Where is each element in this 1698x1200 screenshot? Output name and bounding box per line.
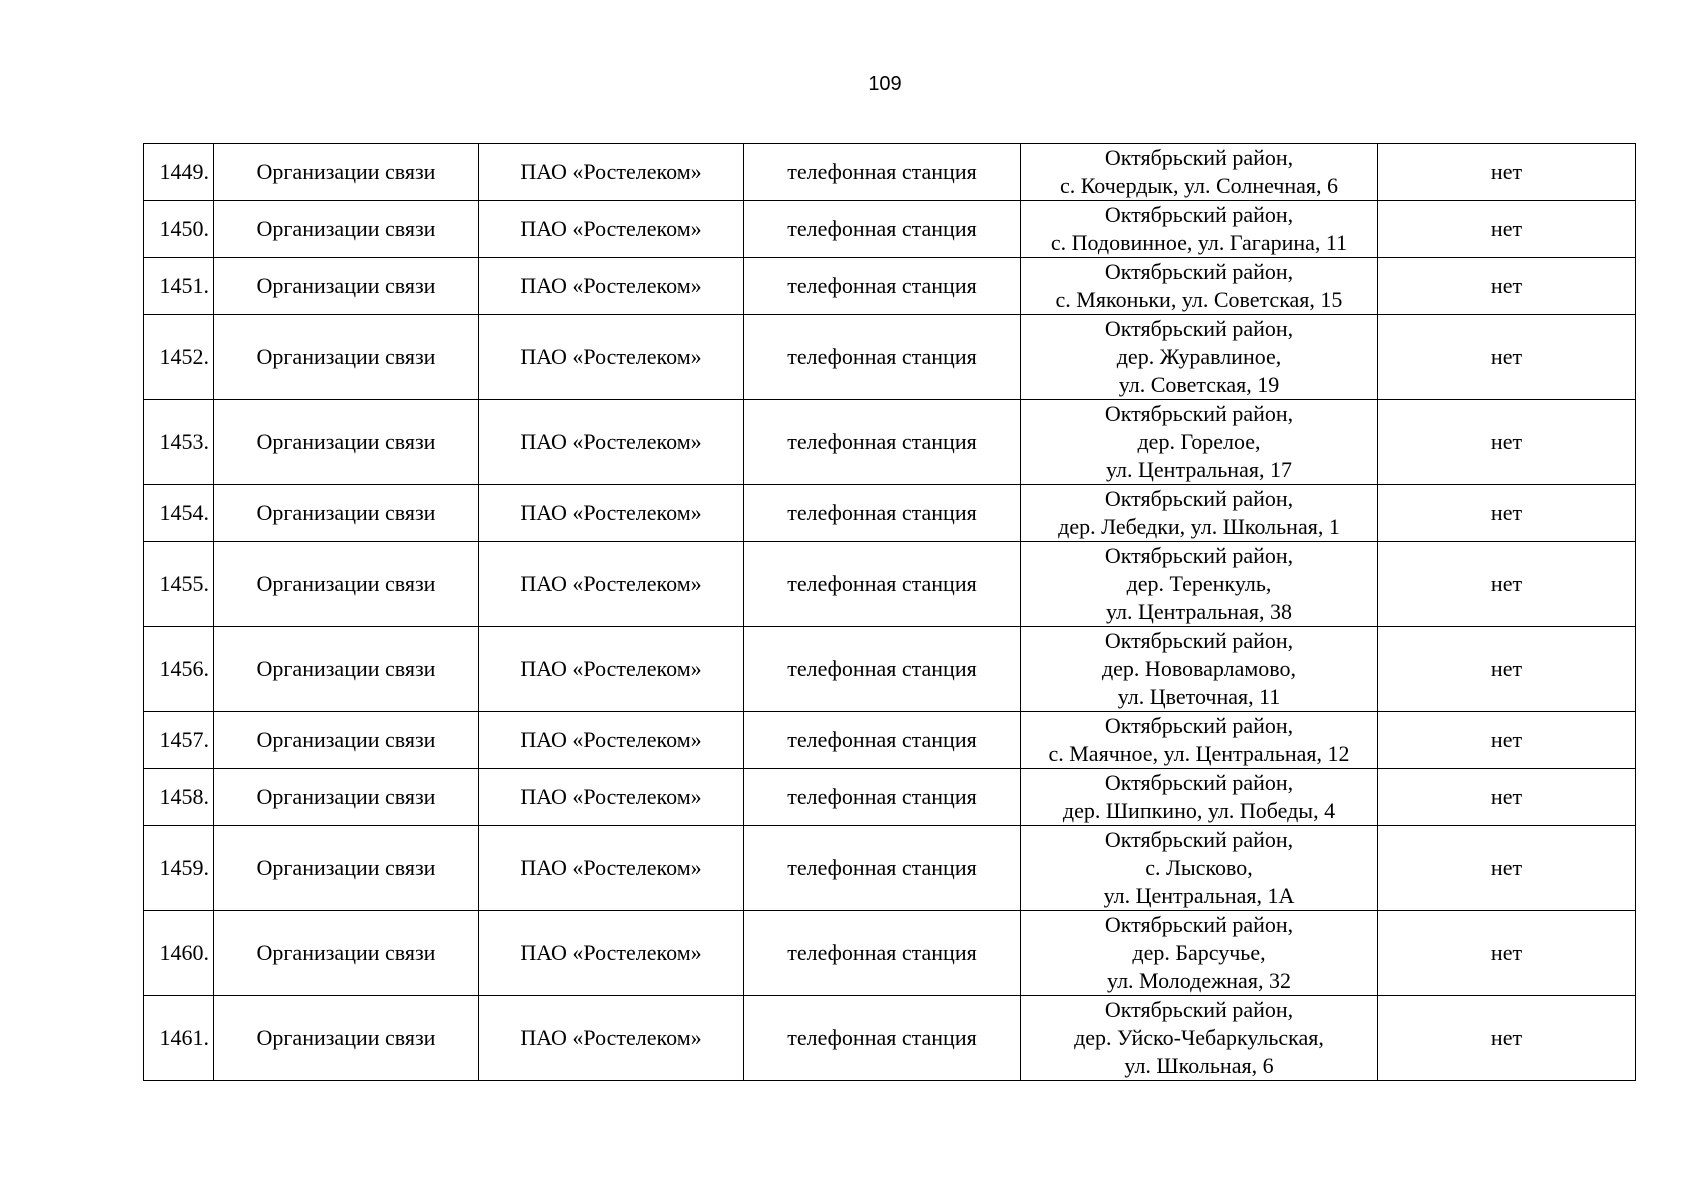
organization-cell: ПАО «Ростелеком» bbox=[479, 315, 744, 400]
address-cell bbox=[1021, 826, 1378, 911]
object-type-cell: телефонная станция bbox=[744, 542, 1021, 627]
address-cell bbox=[1021, 627, 1378, 712]
address-line: Октябрьский район, bbox=[1104, 486, 1294, 511]
address-line: Октябрьский район, bbox=[1104, 202, 1294, 227]
note-cell: нет bbox=[1378, 400, 1636, 485]
table-row bbox=[144, 627, 1636, 712]
address-line: дер. Теренкуль, bbox=[1126, 571, 1272, 596]
table-row bbox=[144, 826, 1636, 911]
address-line: дер. Барсучье, bbox=[1132, 940, 1266, 965]
address-cell bbox=[1021, 911, 1378, 996]
organization-cell: ПАО «Ростелеком» bbox=[479, 712, 744, 769]
row-number: 1450. bbox=[144, 201, 214, 258]
address-line: ул. Школьная, 6 bbox=[1124, 1053, 1274, 1078]
address-line: дер. Лебедки, ул. Школьная, 1 bbox=[1058, 514, 1340, 539]
table-row bbox=[144, 542, 1636, 627]
note-cell: нет bbox=[1378, 201, 1636, 258]
note-cell: нет bbox=[1378, 769, 1636, 826]
organization-cell: ПАО «Ростелеком» bbox=[479, 826, 744, 911]
category-cell: Организации связи bbox=[214, 712, 479, 769]
note-cell: нет bbox=[1378, 712, 1636, 769]
object-type-cell: телефонная станция bbox=[744, 769, 1021, 826]
address-cell bbox=[1021, 712, 1378, 769]
row-number: 1453. bbox=[144, 400, 214, 485]
object-type-cell: телефонная станция bbox=[744, 201, 1021, 258]
table-row bbox=[144, 400, 1636, 485]
object-type-cell: телефонная станция bbox=[744, 712, 1021, 769]
note-cell: нет bbox=[1378, 996, 1636, 1081]
address-line: дер. Нововарламово, bbox=[1101, 656, 1297, 681]
address-cell bbox=[1021, 201, 1378, 258]
organization-cell: ПАО «Ростелеком» bbox=[479, 144, 744, 201]
registry-table bbox=[143, 143, 1636, 1081]
address-line: Октябрьский район, bbox=[1104, 316, 1294, 341]
category-cell: Организации связи bbox=[214, 911, 479, 996]
table-row bbox=[144, 911, 1636, 996]
organization-cell: ПАО «Ростелеком» bbox=[479, 627, 744, 712]
address-line: Октябрьский район, bbox=[1104, 713, 1294, 738]
address-line: ул. Цветочная, 11 bbox=[1117, 684, 1281, 709]
address-line: дер. Горелое, bbox=[1137, 429, 1261, 454]
note-cell: нет bbox=[1378, 485, 1636, 542]
category-cell: Организации связи bbox=[214, 485, 479, 542]
note-cell: нет bbox=[1378, 627, 1636, 712]
category-cell: Организации связи bbox=[214, 542, 479, 627]
address-line: ул. Центральная, 38 bbox=[1106, 599, 1292, 624]
address-cell bbox=[1021, 996, 1378, 1081]
address-cell bbox=[1021, 400, 1378, 485]
category-cell: Организации связи bbox=[214, 996, 479, 1081]
address-line: дер. Уйско-Чебаркульская, bbox=[1074, 1025, 1324, 1050]
object-type-cell: телефонная станция bbox=[744, 144, 1021, 201]
row-number: 1451. bbox=[144, 258, 214, 315]
object-type-cell: телефонная станция bbox=[744, 315, 1021, 400]
address-line: Октябрьский район, bbox=[1104, 259, 1294, 284]
note-cell: нет bbox=[1378, 315, 1636, 400]
address-cell bbox=[1021, 315, 1378, 400]
organization-cell: ПАО «Ростелеком» bbox=[479, 400, 744, 485]
row-number: 1457. bbox=[144, 712, 214, 769]
category-cell: Организации связи bbox=[214, 201, 479, 258]
row-number: 1459. bbox=[144, 826, 214, 911]
note-cell: нет bbox=[1378, 911, 1636, 996]
address-line: Октябрьский район, bbox=[1104, 997, 1294, 1022]
row-number: 1449. bbox=[144, 144, 214, 201]
table-row bbox=[144, 485, 1636, 542]
registry-table-body bbox=[144, 144, 1636, 1081]
address-line: с. Подовинное, ул. Гагарина, 11 bbox=[1050, 230, 1348, 255]
organization-cell: ПАО «Ростелеком» bbox=[479, 542, 744, 627]
row-number: 1456. bbox=[144, 627, 214, 712]
address-line: Октябрьский район, bbox=[1104, 145, 1294, 170]
address-cell bbox=[1021, 258, 1378, 315]
note-cell: нет bbox=[1378, 826, 1636, 911]
row-number: 1455. bbox=[144, 542, 214, 627]
note-cell: нет bbox=[1378, 258, 1636, 315]
row-number: 1454. bbox=[144, 485, 214, 542]
address-line: Октябрьский район, bbox=[1104, 770, 1294, 795]
address-line: ул. Центральная, 1А bbox=[1103, 883, 1295, 908]
table-row bbox=[144, 144, 1636, 201]
page-number: 109 bbox=[868, 73, 902, 95]
address-line: с. Лысково, bbox=[1145, 855, 1253, 880]
object-type-cell: телефонная станция bbox=[744, 627, 1021, 712]
object-type-cell: телефонная станция bbox=[744, 826, 1021, 911]
table-row bbox=[144, 712, 1636, 769]
address-line: ул. Советская, 19 bbox=[1118, 372, 1280, 397]
address-cell bbox=[1021, 144, 1378, 201]
address-line: с. Мяконьки, ул. Советская, 15 bbox=[1055, 287, 1343, 312]
address-line: Октябрьский район, bbox=[1104, 401, 1294, 426]
row-number: 1461. bbox=[144, 996, 214, 1081]
address-line: Октябрьский район, bbox=[1104, 912, 1294, 937]
category-cell: Организации связи bbox=[214, 400, 479, 485]
object-type-cell: телефонная станция bbox=[744, 258, 1021, 315]
object-type-cell: телефонная станция bbox=[744, 996, 1021, 1081]
note-cell: нет bbox=[1378, 542, 1636, 627]
address-line: Октябрьский район, bbox=[1104, 543, 1294, 568]
address-line: ул. Молодежная, 32 bbox=[1107, 968, 1291, 993]
organization-cell: ПАО «Ростелеком» bbox=[479, 996, 744, 1081]
category-cell: Организации связи bbox=[214, 627, 479, 712]
address-line: ул. Центральная, 17 bbox=[1106, 457, 1292, 482]
address-cell bbox=[1021, 485, 1378, 542]
address-line: с. Кочердык, ул. Солнечная, 6 bbox=[1059, 173, 1339, 198]
category-cell: Организации связи bbox=[214, 769, 479, 826]
organization-cell: ПАО «Ростелеком» bbox=[479, 258, 744, 315]
category-cell: Организации связи bbox=[214, 826, 479, 911]
note-cell: нет bbox=[1378, 144, 1636, 201]
address-line: дер. Шипкино, ул. Победы, 4 bbox=[1062, 798, 1336, 823]
object-type-cell: телефонная станция bbox=[744, 485, 1021, 542]
address-cell bbox=[1021, 542, 1378, 627]
table-row bbox=[144, 258, 1636, 315]
category-cell: Организации связи bbox=[214, 144, 479, 201]
category-cell: Организации связи bbox=[214, 315, 479, 400]
organization-cell: ПАО «Ростелеком» bbox=[479, 485, 744, 542]
table-row bbox=[144, 315, 1636, 400]
object-type-cell: телефонная станция bbox=[744, 911, 1021, 996]
address-line: с. Маячное, ул. Центральная, 12 bbox=[1048, 741, 1350, 766]
row-number: 1452. bbox=[144, 315, 214, 400]
row-number: 1458. bbox=[144, 769, 214, 826]
address-line: Октябрьский район, bbox=[1104, 827, 1294, 852]
table-row bbox=[144, 201, 1636, 258]
address-cell bbox=[1021, 769, 1378, 826]
table-row bbox=[144, 769, 1636, 826]
category-cell: Организации связи bbox=[214, 258, 479, 315]
organization-cell: ПАО «Ростелеком» bbox=[479, 911, 744, 996]
table-row bbox=[144, 996, 1636, 1081]
address-line: Октябрьский район, bbox=[1104, 628, 1294, 653]
row-number: 1460. bbox=[144, 911, 214, 996]
organization-cell: ПАО «Ростелеком» bbox=[479, 769, 744, 826]
address-line: дер. Журавлиное, bbox=[1116, 344, 1282, 369]
organization-cell: ПАО «Ростелеком» bbox=[479, 201, 744, 258]
object-type-cell: телефонная станция bbox=[744, 400, 1021, 485]
